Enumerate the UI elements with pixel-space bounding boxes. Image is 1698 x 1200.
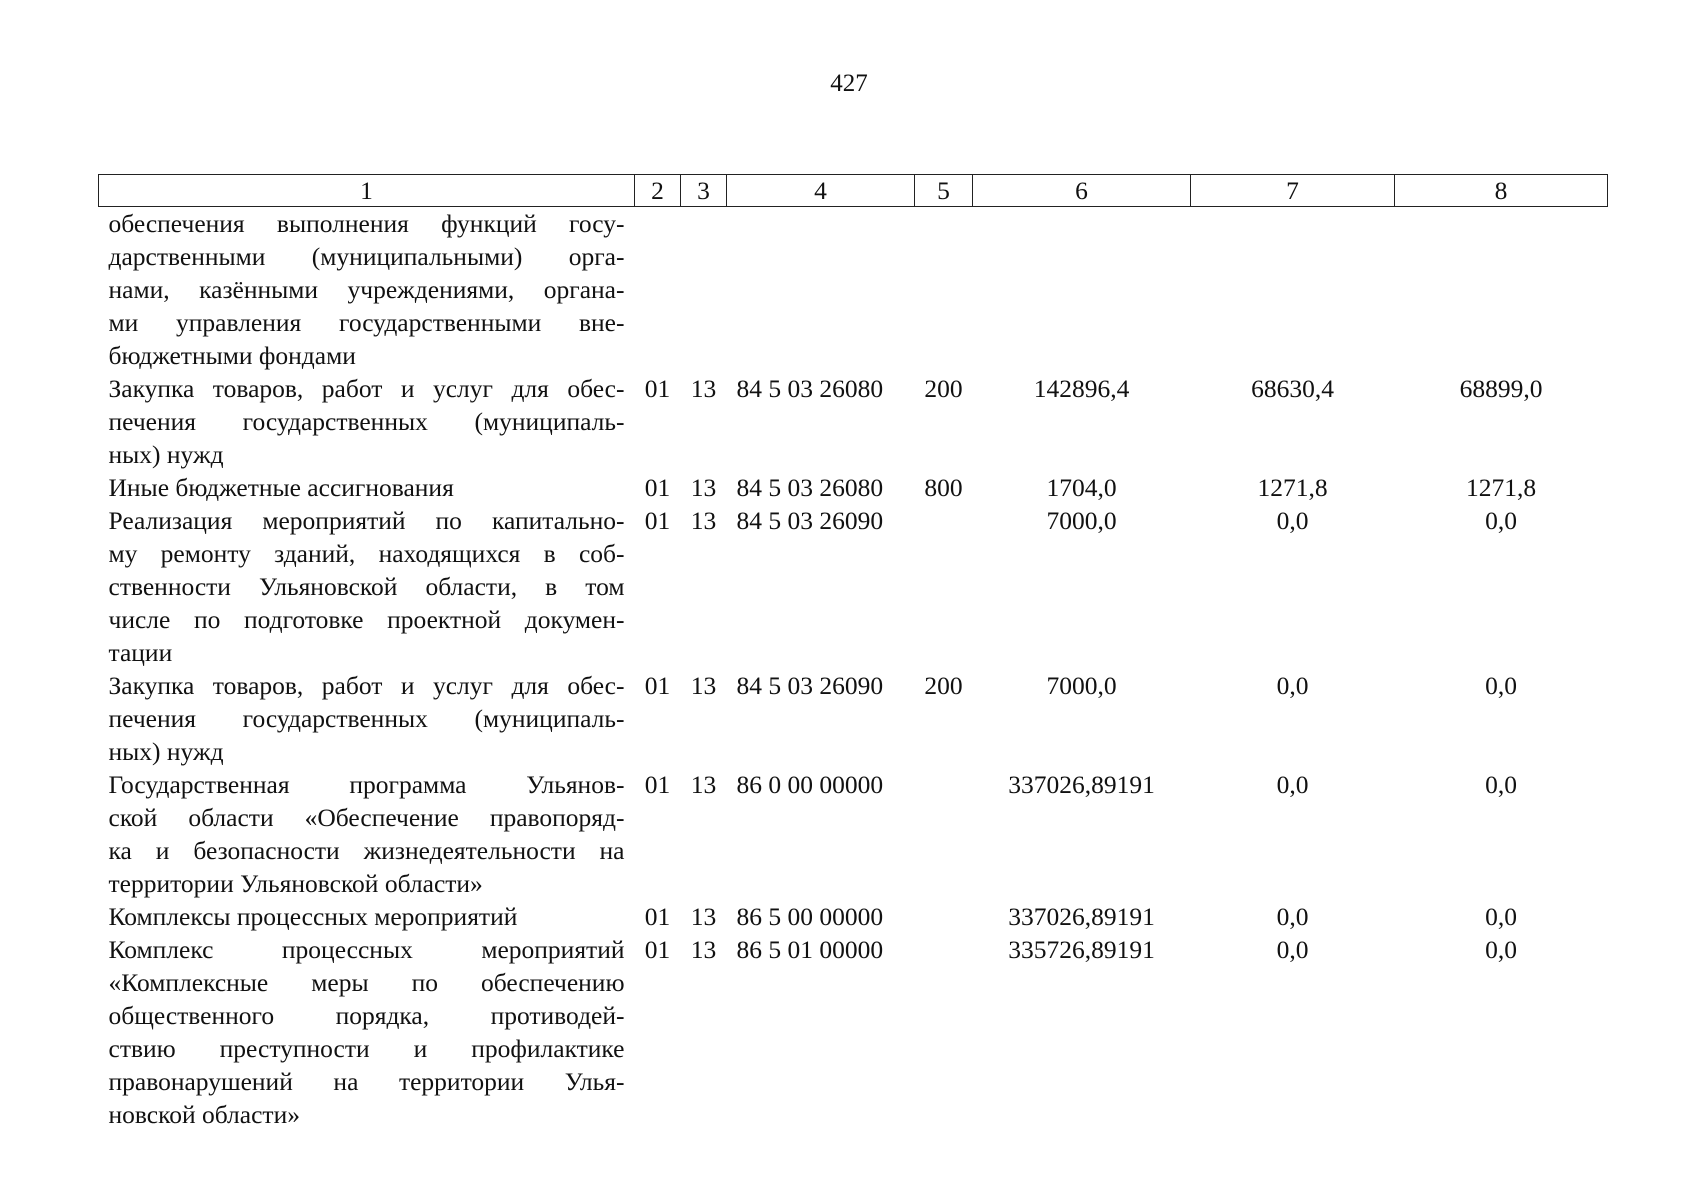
amount-col6-cell: 337026,89191 [1008,902,1155,931]
subsection-code-cell: 13 [690,902,717,931]
column-header-7: 7 [1191,175,1395,207]
row-name-cell [99,768,635,900]
target-article-cell: 86 0 00 00000 [736,770,884,799]
row-name-line: общественного порядка, противодей- [108,1001,625,1030]
table-row [99,933,1608,1131]
row-name-line: нами, казёнными учреждениями, органа- [108,275,625,304]
amount-col8-cell: 0,0 [1485,506,1517,535]
target-article-cell: 86 5 01 00000 [736,935,884,964]
row-name-cell [99,669,635,768]
row-name-line: Реализация мероприятий по капитально- [108,506,625,535]
subsection-code-cell: 13 [690,935,717,964]
row-name-cell [99,900,635,933]
target-article-cell: 84 5 03 26090 [736,671,884,700]
row-name-line: печения государственных (муниципаль- [108,704,625,733]
table-row [99,900,1608,933]
table-row [99,768,1608,900]
section-code-cell [635,207,681,373]
row-name-cell [99,207,635,373]
row-name-line: ка и безопасности жизнедеятельности на [108,836,625,865]
row-name-line: дарственными (муниципальными) орга- [108,242,625,271]
subsection-code-cell: 13 [690,473,717,502]
subsection-code-cell: 13 [690,374,717,403]
row-name-line: правонарушений на территории Улья- [108,1067,625,1096]
table-row [99,669,1608,768]
column-header-2: 2 [635,175,681,207]
amount-col6-cell: 337026,89191 [1008,770,1155,799]
section-code-cell: 01 [644,770,671,799]
expense-type-cell: 200 [924,374,963,403]
amount-col7-cell: 0,0 [1276,671,1309,700]
expense-type-cell: 800 [924,473,963,502]
target-article-cell: 84 5 03 26080 [736,473,884,502]
row-name-cell [99,933,635,1131]
row-name-line: Комплексы процессных мероприятий [108,902,518,931]
subsection-code-cell: 13 [690,671,717,700]
row-name-line: бюджетными фондами [108,341,356,370]
amount-col8-cell: 0,0 [1485,770,1517,799]
target-article-cell: 84 5 03 26090 [736,506,884,535]
row-name-line: обеспечения выполнения функций госу- [108,209,625,238]
amount-col6-cell: 7000,0 [1046,506,1117,535]
section-code-cell: 01 [644,374,671,403]
table-body [99,207,1608,1132]
amount-col7-cell: 0,0 [1276,902,1309,931]
row-name-cell [99,471,635,504]
table-row [99,471,1608,504]
row-name-line: новской области» [108,1100,300,1129]
row-name-cell [99,372,635,471]
column-header-5: 5 [915,175,973,207]
row-name-line: ской области «Обеспечение правопоряд- [108,803,625,832]
column-header-6: 6 [973,175,1191,207]
amount-col8-cell: 68899,0 [1459,374,1543,403]
row-name-line: ных) нужд [108,440,224,469]
section-code-cell: 01 [644,506,671,535]
budget-table [98,174,1608,1131]
row-name-line: Закупка товаров, работ и услуг для обес- [108,671,625,700]
row-name-line: Комплекс процессных мероприятий [108,935,625,964]
amount-col8-cell: 0,0 [1485,902,1517,931]
amount-col6-cell: 335726,89191 [1008,935,1155,964]
expense-type-cell: 200 [924,671,963,700]
header-row [99,175,1608,207]
amount-col6-cell: 7000,0 [1046,671,1117,700]
target-article-cell: 86 5 00 00000 [736,902,884,931]
subsection-code-cell: 13 [690,770,717,799]
row-name-line: ми управления государственными вне- [108,308,625,337]
section-code-cell: 01 [644,473,671,502]
row-name-line: печения государственных (муниципаль- [108,407,625,436]
amount-col7-cell: 1271,8 [1257,473,1328,502]
amount-col6-cell: 142896,4 [1033,374,1130,403]
amount-col8-cell: 1271,8 [1465,473,1537,502]
amount-col7-cell: 0,0 [1276,770,1309,799]
target-article-cell [727,207,915,373]
row-name-line: территории Ульяновской области» [108,869,483,898]
row-name-line: Государственная программа Ульянов- [108,770,625,799]
subsection-code-cell: 13 [690,506,717,535]
row-name-line: ственности Ульяновской области, в том [108,572,625,601]
column-header-4: 4 [727,175,915,207]
target-article-cell: 84 5 03 26080 [736,374,884,403]
subsection-code-cell [681,207,727,373]
amount-col6-cell: 1704,0 [1046,473,1117,502]
amount-col8-cell: 0,0 [1485,671,1517,700]
column-header-8: 8 [1395,175,1608,207]
amount-col7-cell: 0,0 [1276,506,1309,535]
expense-type-cell [915,207,973,373]
expense-type-cell [915,933,973,1131]
table-row [99,372,1608,471]
amount-col7-cell [1191,207,1395,373]
table-header [99,175,1608,207]
row-name-line: «Комплексные меры по обеспечению [108,968,625,997]
column-header-1: 1 [99,175,635,207]
amount-col6-cell [973,207,1191,373]
row-name-line: Иные бюджетные ассигнования [108,473,454,502]
row-name-cell [99,504,635,669]
page-number: 427 [830,70,868,97]
amount-col7-cell: 0,0 [1276,935,1309,964]
section-code-cell: 01 [644,902,671,931]
row-name-line: тации [108,638,173,667]
expense-type-cell [915,900,973,933]
column-header-3: 3 [681,175,727,207]
row-name-line: числе по подготовке проектной докумен- [108,605,625,634]
table-row [99,207,1608,373]
amount-col8-cell [1395,207,1608,373]
table-row [99,504,1608,669]
row-name-line: ных) нужд [108,737,224,766]
section-code-cell: 01 [644,935,671,964]
row-name-line: Закупка товаров, работ и услуг для обес- [108,374,625,403]
row-name-line: ствию преступности и профилактике [108,1034,625,1063]
expense-type-cell [915,504,973,669]
row-name-line: му ремонту зданий, находящихся в соб- [108,539,625,568]
amount-col8-cell: 0,0 [1485,935,1517,964]
section-code-cell: 01 [644,671,671,700]
expense-type-cell [915,768,973,900]
amount-col7-cell: 68630,4 [1251,374,1334,403]
